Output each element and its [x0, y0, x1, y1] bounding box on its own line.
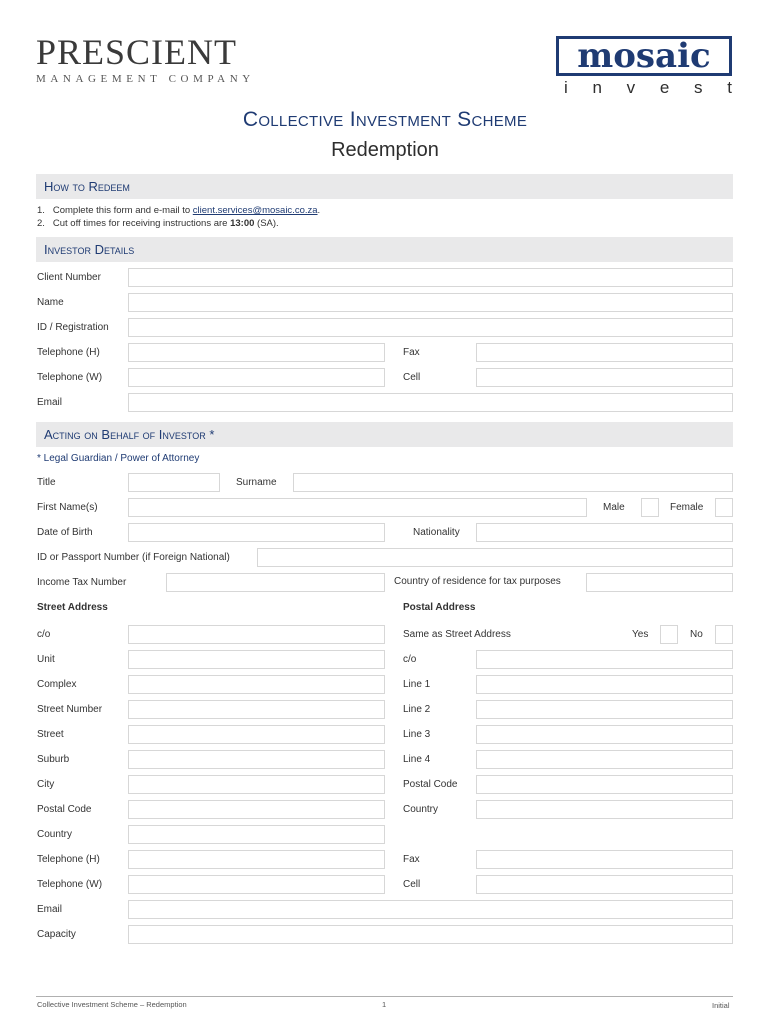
instruction-number: 2.: [37, 218, 45, 229]
suburb-label: Suburb: [37, 754, 70, 765]
surname-label: Surname: [236, 477, 277, 488]
section-how-to-redeem: How to Redeem: [36, 174, 733, 199]
nationality-label: Nationality: [413, 527, 460, 538]
acting-fax-field[interactable]: [476, 850, 733, 869]
id-passport-field[interactable]: [257, 548, 733, 567]
yes-label: Yes: [632, 629, 649, 640]
invest-letter: e: [659, 78, 670, 97]
line2-label: Line 2: [403, 704, 431, 715]
acting-telephone-w-label: Telephone (W): [37, 879, 103, 890]
instruction-text: .: [317, 205, 321, 216]
acting-telephone-h-field[interactable]: [128, 850, 385, 869]
section-investor-details: Investor Details: [36, 237, 733, 262]
name-label: Name: [37, 297, 64, 308]
acting-telephone-h-label: Telephone (H): [37, 854, 100, 865]
unit-field[interactable]: [128, 650, 385, 669]
prescient-logo-title: PRESCIENT: [36, 32, 238, 72]
no-label: No: [690, 629, 703, 640]
first-names-label: First Name(s): [37, 502, 98, 513]
capacity-label: Capacity: [37, 929, 76, 940]
section-acting-on-behalf: Acting on Behalf of Investor *: [36, 422, 733, 447]
dob-label: Date of Birth: [37, 527, 93, 538]
telephone-w-field[interactable]: [128, 368, 385, 387]
street-co-field[interactable]: [128, 625, 385, 644]
instruction-item-2: [37, 218, 279, 230]
id-registration-field[interactable]: [128, 318, 733, 337]
fax-label: Fax: [403, 347, 420, 358]
postal-co-field[interactable]: [476, 650, 733, 669]
document-title: Collective Investment Scheme: [242, 108, 528, 131]
line3-field[interactable]: [476, 725, 733, 744]
postal-co-label: c/o: [403, 654, 417, 665]
same-as-street-yes-checkbox[interactable]: [660, 625, 678, 644]
nationality-field[interactable]: [476, 523, 733, 542]
cell-label: Cell: [403, 372, 421, 383]
street-field[interactable]: [128, 725, 385, 744]
city-field[interactable]: [128, 775, 385, 794]
title-field[interactable]: [128, 473, 220, 492]
acting-email-field[interactable]: [128, 900, 733, 919]
first-names-field[interactable]: [128, 498, 587, 517]
income-tax-label: Income Tax Number: [37, 577, 127, 588]
street-address-heading: Street Address: [37, 602, 108, 613]
instruction-text: Complete this form and e-mail to: [52, 205, 193, 216]
capacity-field[interactable]: [128, 925, 733, 944]
invest-letter: s: [694, 78, 703, 97]
line2-field[interactable]: [476, 700, 733, 719]
fax-field[interactable]: [476, 343, 733, 362]
client-number-field[interactable]: [128, 268, 733, 287]
same-as-street-label: Same as Street Address: [403, 629, 511, 640]
invest-letter: n: [592, 78, 602, 97]
street-label: Street: [37, 729, 64, 740]
title-label: Title: [37, 477, 56, 488]
complex-label: Complex: [37, 679, 77, 690]
city-label: City: [37, 779, 55, 790]
footer-divider: [36, 996, 733, 997]
postal-code-postal-field[interactable]: [476, 775, 733, 794]
instruction-number: 1.: [37, 205, 45, 216]
prescient-logo-subtitle: MANAGEMENT COMPANY: [36, 73, 255, 85]
invest-letter: t: [727, 78, 732, 97]
unit-label: Unit: [37, 654, 55, 665]
acting-telephone-w-field[interactable]: [128, 875, 385, 894]
street-number-field[interactable]: [128, 700, 385, 719]
telephone-w-label: Telephone (W): [37, 372, 103, 383]
invest-letter: i: [564, 78, 568, 97]
country-street-label: Country: [37, 829, 73, 840]
id-passport-label: ID or Passport Number (if Foreign National): [37, 552, 230, 563]
invest-logo-word: [564, 78, 732, 98]
mosaic-logo-box: [556, 36, 732, 76]
footer-document-name: Collective Investment Scheme – Redemption: [37, 1000, 187, 1009]
footer-initial: Initial: [712, 1001, 730, 1010]
prescient-logo: [36, 34, 256, 94]
legal-guardian-note: * Legal Guardian / Power of Attorney: [37, 453, 200, 464]
acting-email-label: Email: [37, 904, 63, 915]
surname-field[interactable]: [293, 473, 733, 492]
name-field[interactable]: [128, 293, 733, 312]
male-label: Male: [603, 502, 625, 513]
instruction-text: (SA).: [254, 218, 279, 229]
line4-field[interactable]: [476, 750, 733, 769]
footer-page-number: 1: [382, 1000, 387, 1009]
country-postal-field[interactable]: [476, 800, 733, 819]
mosaic-invest-logo: [556, 36, 734, 100]
mosaic-logo-word: mosaic: [577, 36, 711, 76]
email-field[interactable]: [128, 393, 733, 412]
acting-cell-field[interactable]: [476, 875, 733, 894]
dob-field[interactable]: [128, 523, 385, 542]
postal-code-street-label: Postal Code: [37, 804, 92, 815]
cutoff-time: 13:00: [230, 218, 255, 229]
id-registration-label: ID / Registration: [37, 322, 109, 333]
postal-code-street-field[interactable]: [128, 800, 385, 819]
instruction-item-1: [37, 205, 320, 217]
acting-cell-label: Cell: [403, 879, 421, 890]
email-link[interactable]: client.services@mosaic.co.za: [192, 205, 318, 216]
document-subtitle: Redemption: [331, 139, 439, 161]
street-co-label: c/o: [37, 629, 51, 640]
income-tax-field[interactable]: [166, 573, 385, 592]
invest-letter: v: [626, 78, 636, 97]
cell-field[interactable]: [476, 368, 733, 387]
female-checkbox[interactable]: [715, 498, 733, 517]
instruction-text: Cut off times for receiving instructions are: [52, 218, 231, 229]
street-number-label: Street Number: [37, 704, 103, 715]
female-label: Female: [670, 502, 704, 513]
country-postal-label: Country: [403, 804, 439, 815]
line1-field[interactable]: [476, 675, 733, 694]
postal-address-heading: Postal Address: [403, 602, 476, 613]
telephone-h-field[interactable]: [128, 343, 385, 362]
male-checkbox[interactable]: [641, 498, 659, 517]
acting-fax-label: Fax: [403, 854, 420, 865]
client-number-label: Client Number: [37, 272, 101, 283]
email-label: Email: [37, 397, 63, 408]
telephone-h-label: Telephone (H): [37, 347, 100, 358]
country-residence-label: Country of residence for tax purposes: [394, 576, 561, 587]
same-as-street-no-checkbox[interactable]: [715, 625, 733, 644]
line3-label: Line 3: [403, 729, 431, 740]
suburb-field[interactable]: [128, 750, 385, 769]
line4-label: Line 4: [403, 754, 431, 765]
complex-field[interactable]: [128, 675, 385, 694]
line1-label: Line 1: [403, 679, 431, 690]
country-street-field[interactable]: [128, 825, 385, 844]
country-residence-field[interactable]: [586, 573, 733, 592]
postal-code-postal-label: Postal Code: [403, 779, 458, 790]
